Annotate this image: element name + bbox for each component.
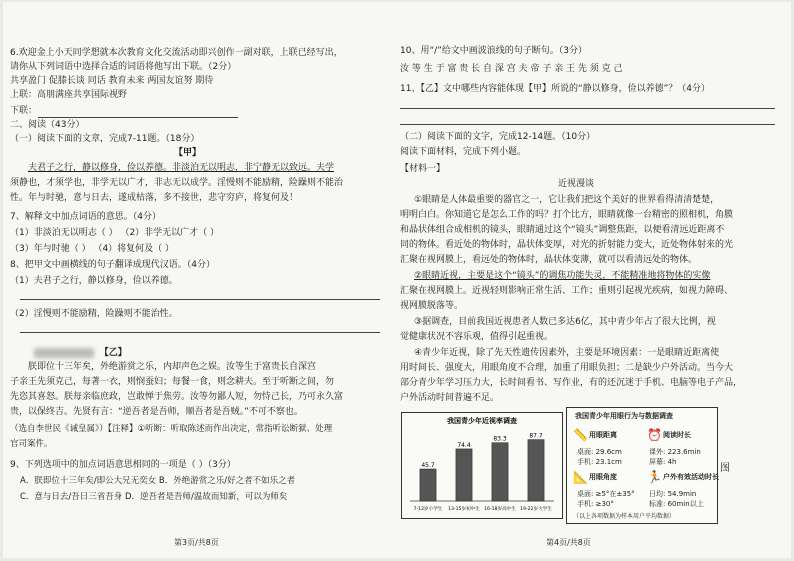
- passage-jia-label: 【甲】: [174, 148, 202, 158]
- bar-1: [420, 469, 436, 501]
- article-p2-line2: 汇聚在视网膜上。近视轻则影响正常生活、工作；重则引起视光疾病，如视力障碍、: [400, 286, 734, 296]
- page-footer-right: 第4页/共8页: [546, 538, 591, 547]
- q9-options-cd: C．意与日去/吾日三省吾身 D．逆吾者是吾师/温故而知新，可以为师矣: [20, 492, 288, 502]
- passage-jia-line2: 须静也，才须学也，非学无以广才，非志无以成学。淫慢则不能励精，险躁则不能治: [10, 178, 344, 188]
- passage-yi-label: 【乙】: [99, 348, 127, 358]
- q9-prompt: 9、下列选项中的加点词语意思相同的一项是（ ）（3分）: [10, 460, 236, 470]
- info-angle-label: 用眼角度: [589, 473, 617, 481]
- myopia-bar-chart: [401, 412, 563, 519]
- info-distance-phone: 手机: 23.1cm: [577, 458, 622, 466]
- page-left: [6, 2, 386, 558]
- info-distance-desk: 桌面: 29.6cm: [577, 448, 622, 456]
- article-p3-line1: ③据调查，目前我国近视患者人数已多达6亿，其中青少年占了很大比例，视: [414, 317, 716, 327]
- passage-jia-line3: 性。年与时驰，意与日去，遂成枯落，多不接世，悲守穷庐，将复何及！: [10, 193, 299, 203]
- page-footer-left: 第3页/共8页: [174, 538, 219, 547]
- bar-chart-svg: [402, 413, 562, 518]
- q9-options-ab: A．朕即位十三年矣/即公大兄无奕女 B．外绝游赏之乐/好之者不如乐之者: [20, 476, 296, 486]
- section-2-heading: 二、阅读（43分）: [10, 120, 85, 130]
- q8-item1: （1）夫君子之行，静以修身，俭以养德。: [10, 276, 178, 286]
- q6-line1: 6.欢迎金上小天同学想就本次教育文化交流活动即兴创作一副对联，上联已经写出，: [10, 48, 343, 58]
- info-card-note: （以上各项数据为样本用户平均数据）: [573, 513, 676, 520]
- passage-jia-text1: 夫君子之行，静以修身，俭以养德。非淡泊无以明志，非宁静无以致远。夫学: [28, 163, 335, 173]
- bar-value-label-4: 87.7: [529, 432, 543, 440]
- clock-icon: ⏰: [647, 428, 662, 442]
- q11-prompt: 11、【乙】文中哪些内容能体现【甲】所说的“静以修身，俭以养德”？（4分）: [400, 84, 711, 94]
- article-title: 近视漫谈: [558, 179, 595, 189]
- article-p4-line2: 用时间长、强度大，用眼角度不合理，加重了用眼负担；二是缺少户外活动。当今大: [400, 363, 734, 373]
- q8-answer-line-1[interactable]: [20, 299, 380, 300]
- category-label-3: 16-18岁高中生: [484, 507, 516, 512]
- article-p4-line1: ④青少年近视，除了先天性遗传因素外，主要是环境因素：一是眼睛近距离使: [414, 348, 720, 358]
- material-1-label: 【材料一】: [400, 164, 446, 174]
- info-duration-label: 阅读时长: [663, 431, 691, 439]
- q7-items-3-4: （3）年与时驰（ ） （4）将复何及（ ）: [10, 244, 175, 254]
- ruler-icon: 📏: [573, 428, 588, 442]
- article-p4-line3: 部分青少年学习压力大，长时间看书、写作业，有的还沉迷于手机、电脑等电子产品，: [400, 378, 743, 388]
- bar-value-label-3: 83.3: [493, 435, 507, 443]
- article-p4-line4: 户外活动时间普遍不足。: [400, 393, 500, 403]
- material-intro: 阅读下面材料，完成下列小题。: [400, 147, 527, 157]
- passage-yi-heading: [34, 346, 127, 360]
- passage-yi-line3: 先恣其喜怒。朕每亲临庶政，岂敢惮于焦劳。汝等勿鄙人短，勿恃己长，乃可永久富: [10, 392, 344, 402]
- angle-icon: 📐: [573, 470, 588, 484]
- article-p1-line5: 汇聚在视网膜上，看远处的物体时，晶状体变薄，就可以看清远处的物体。: [400, 255, 698, 265]
- redacted-mark: [34, 348, 94, 358]
- info-duration-screen: 屏幕: 4h: [649, 458, 677, 466]
- bar-4: [528, 440, 544, 501]
- bar-value-label-1: 45.7: [421, 462, 435, 470]
- bar-value-label-2: 74.4: [457, 441, 471, 449]
- info-angle-desk: 桌面: ≥5°在±35°: [577, 490, 635, 498]
- info-card-title: 我国青少年用眼行为与数据调查: [575, 412, 673, 420]
- bar-2: [456, 449, 472, 501]
- category-label-4: 19-22岁大学生: [520, 507, 552, 512]
- page-right: [398, 2, 778, 558]
- article-p2-line3: 视网膜脱落等。: [400, 301, 464, 311]
- info-outdoor-label: 户外有效活动时长: [663, 473, 719, 481]
- info-angle-phone: 手机: ≥30°: [577, 500, 614, 508]
- article-p1-line1: ①眼睛是人体最重要的器官之一，它让我们把这个美好的世界看得清清楚楚，: [414, 195, 720, 205]
- figure-side-label: 图: [720, 463, 730, 474]
- runner-icon: 🏃: [647, 470, 662, 484]
- info-duration-extra: 课外: 223.6min: [649, 448, 701, 456]
- eye-usage-info-card: [566, 407, 718, 524]
- q8-prompt: 8、把甲文中画横线的句子翻译成现代汉语。（4分）: [10, 260, 215, 270]
- article-p1-line4: 同的物体。看近处的物体时，晶状体变厚，对光的折射能力变大，近处物体射来的光: [400, 240, 734, 250]
- q11-answer-line-2[interactable]: [400, 124, 775, 125]
- q7-prompt: 7、解释文中加点词语的意思。（4分）: [10, 212, 161, 222]
- passage-yi-line2: 子亲王先须克己，每著一衣，则悯蚕妇；每餐一食，则念耕夫。至于听断之间，勿: [10, 377, 335, 387]
- q7-items-1-2: （1）非淡泊无以明志（ ） （2）非学无以广才（ ）: [10, 228, 220, 238]
- passage-yi-line4: 贵，以保终吉。先贤有言：“逆吾者是吾师，顺吾者是吾贼。”不可不察也。: [10, 407, 303, 417]
- article-p3-line2: 觉健康状况不容乐观，值得引起重视。: [400, 332, 554, 342]
- passage-yi-text1a: 朕即位十三年矣，外绝游赏之乐，内却声色之娱。汝等生于富贵长自深宫: [28, 362, 317, 372]
- category-label-1: 7-12岁小学生: [413, 507, 443, 512]
- article-p2-line1: ②眼睛近视，主要是这个“镜头”的调焦功能失灵，不能精准地将物体的实像: [414, 271, 711, 281]
- q8-item2: （2）淫慢则不能励精，险躁则不能治性。: [10, 309, 178, 319]
- article-p1-line3: 和晶状体组合成相机的镜头，眼睛通过这个“镜头”调整焦距，以便看清远近距离不: [400, 225, 725, 235]
- q8-answer-line-2[interactable]: [20, 332, 380, 333]
- article-p1-line2: 明明白白。你知道它是怎么工作的吗？打个比方，眼睛就像一台精密的照相机，角膜: [400, 210, 734, 220]
- passage-yi-source-2: 官司案件。: [10, 439, 53, 449]
- passage-jia-line1: [28, 161, 334, 175]
- info-outdoor-standard: 标准: 60min以上: [649, 500, 704, 508]
- category-label-2: 13-15岁初中生: [448, 507, 480, 512]
- bar-3: [492, 443, 508, 501]
- info-outdoor-daily: 日均: 54.9min: [649, 490, 697, 498]
- q10-prompt: 10、用“/”给文中画波浪线的句子断句。（3分）: [400, 46, 588, 56]
- section-2-2-heading: （二）阅读下面的文字，完成12-14题。（10分）: [400, 132, 596, 142]
- chart-title: 我国青少年近视率调查: [447, 417, 517, 425]
- q11-answer-line-1[interactable]: [400, 108, 775, 109]
- q10-sentence: 汝 等 生 于 富 贵 长 自 深 宫 夫 帝 子 亲 王 先 须 克 己: [400, 64, 623, 74]
- q6-upper-couplet: 上联：高朋满座共享国际视野: [10, 90, 128, 100]
- passage-yi-line1: [28, 360, 316, 374]
- q6-line2: 请你从下列词语中选择合适的词语将他写出下联。（2分）: [10, 62, 237, 72]
- section-2-1-heading: （一）阅读下面的文章，完成7-11题。（18分）: [10, 134, 200, 144]
- exam-sheet: [3, 2, 791, 558]
- info-distance-label: 用眼距离: [589, 431, 617, 439]
- passage-yi-source: （选自李世民《诫皇属》）【注释】①听断：听取陈述而作出决定，常指听讼断狱、处理: [10, 424, 333, 434]
- q6-lower-couplet-label: 下联：: [10, 106, 38, 116]
- q6-word-bank: 共享盈门 促膝长谈 同话 教育未来 两国友谊努 期待: [10, 76, 214, 86]
